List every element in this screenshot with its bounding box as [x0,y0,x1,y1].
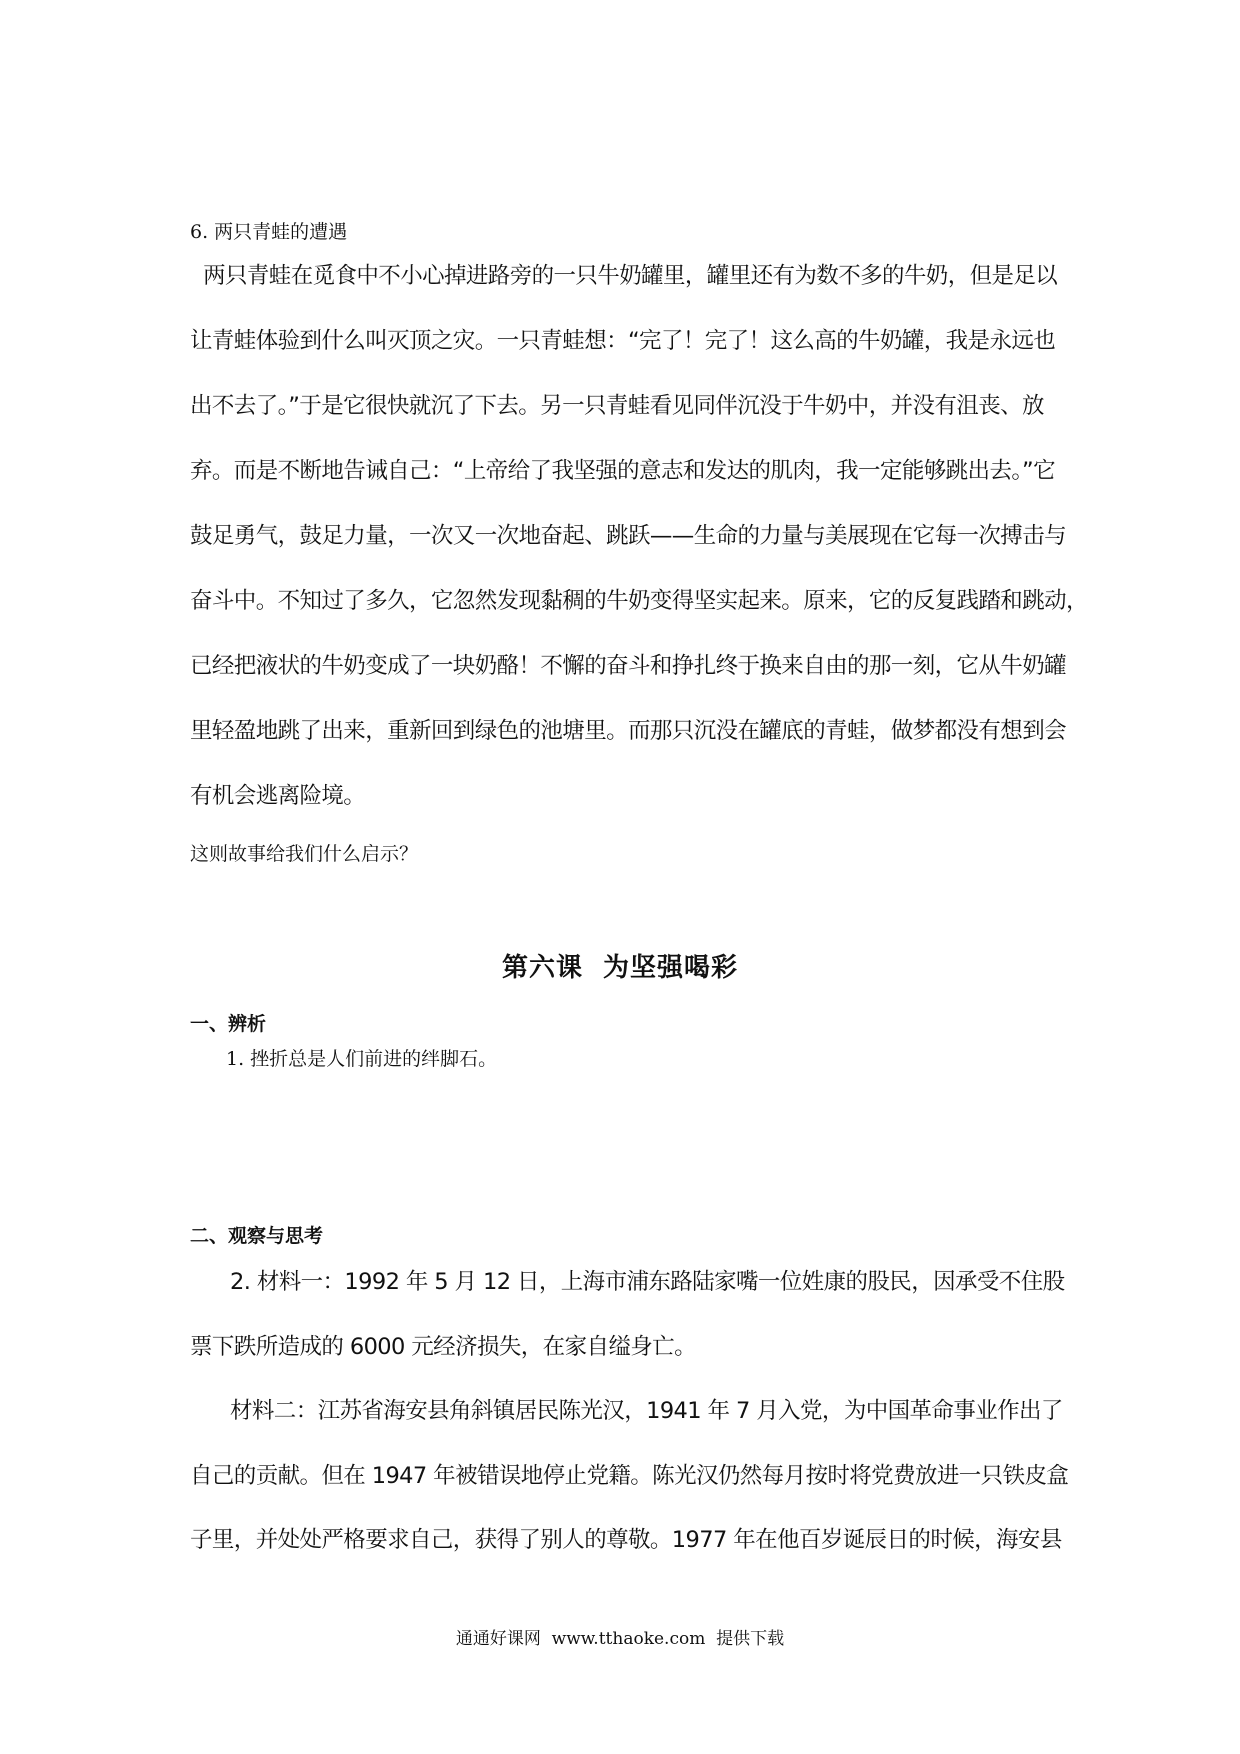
section-1-heading: 一、辨析 [190,1013,267,1035]
story-line: 让青蛙体验到什么叫灭顶之灾。一只青蛙想：“完了！完了！这么高的牛奶罐，我是永远也 [190,328,1056,354]
story-line: 两只青蛙在觅食中不小心掉进路旁的一只牛奶罐里，罐里还有为数不多的牛奶，但是足以 [190,263,1058,289]
story-line: 弃。而是不断地告诫自己：“上帝给了我坚强的意志和发达的肌肉，我一定能够跳出去。”它 [190,458,1055,484]
story-line: 有机会逃离险境。 [190,783,366,809]
story-line: 出不去了。”于是它很快就沉了下去。另一只青蛙看见同伴沉没于牛奶中，并没有沮丧、放 [190,393,1044,419]
footer-credit: 通通好课网 www.tthaoke.com 提供下载 [455,1629,785,1649]
materials-passage [190,1262,1069,1585]
story-line: 里轻盈地跳了出来，重新回到绿色的池塘里。而那只沉没在罐底的青蛙，做梦都没有想到会 [190,718,1067,744]
story-line: 已经把液状的牛奶变成了一块奶酪！不懈的奋斗和挣扎终于换来自由的那一刻，它从牛奶罐 [190,653,1067,679]
material-line: 2. 材料一：1992 年 5 月 12 日，上海市浦东路陆家嘴一位姓康的股民，因承受不住股 [230,1269,1065,1295]
story-line: 奋斗中。不知过了多久，它忽然发现黏稠的牛奶变得坚实起来。原来，它的反复践踏和跳动， [190,588,1088,614]
section-1-item: 1. 挫折总是人们前进的绊脚石。 [226,1048,498,1070]
material-line: 票下跌所造成的 6000 元经济损失，在家自缢身亡。 [190,1333,696,1360]
story-passage [190,256,1088,841]
material-line: 子里，并处处严格要求自己，获得了别人的尊敬。1977 年在他百岁诞辰日的时候，海安县 [190,1527,1062,1553]
question-6-title: 6. 两只青蛙的遭遇 [190,221,348,243]
section-2-heading: 二、观察与思考 [190,1225,324,1247]
story-line: 鼓足勇气，鼓足力量，一次又一次地奋起、跳跃——生命的力量与美展现在它每一次搏击与 [190,523,1067,549]
lesson-title: 第六课 为坚强喝彩 [501,953,739,983]
question-prompt: 这则故事给我们什么启示？ [190,843,419,865]
material-line: 自己的贡献。但在 1947 年被错误地停止党籍。陈光汉仍然每月按时将党费放进一只铁皮盒 [190,1462,1069,1489]
material-line: 材料二：江苏省海安县角斜镇居民陈光汉，1941 年 7 月入党，为中国革命事业作出了 [230,1398,1063,1424]
